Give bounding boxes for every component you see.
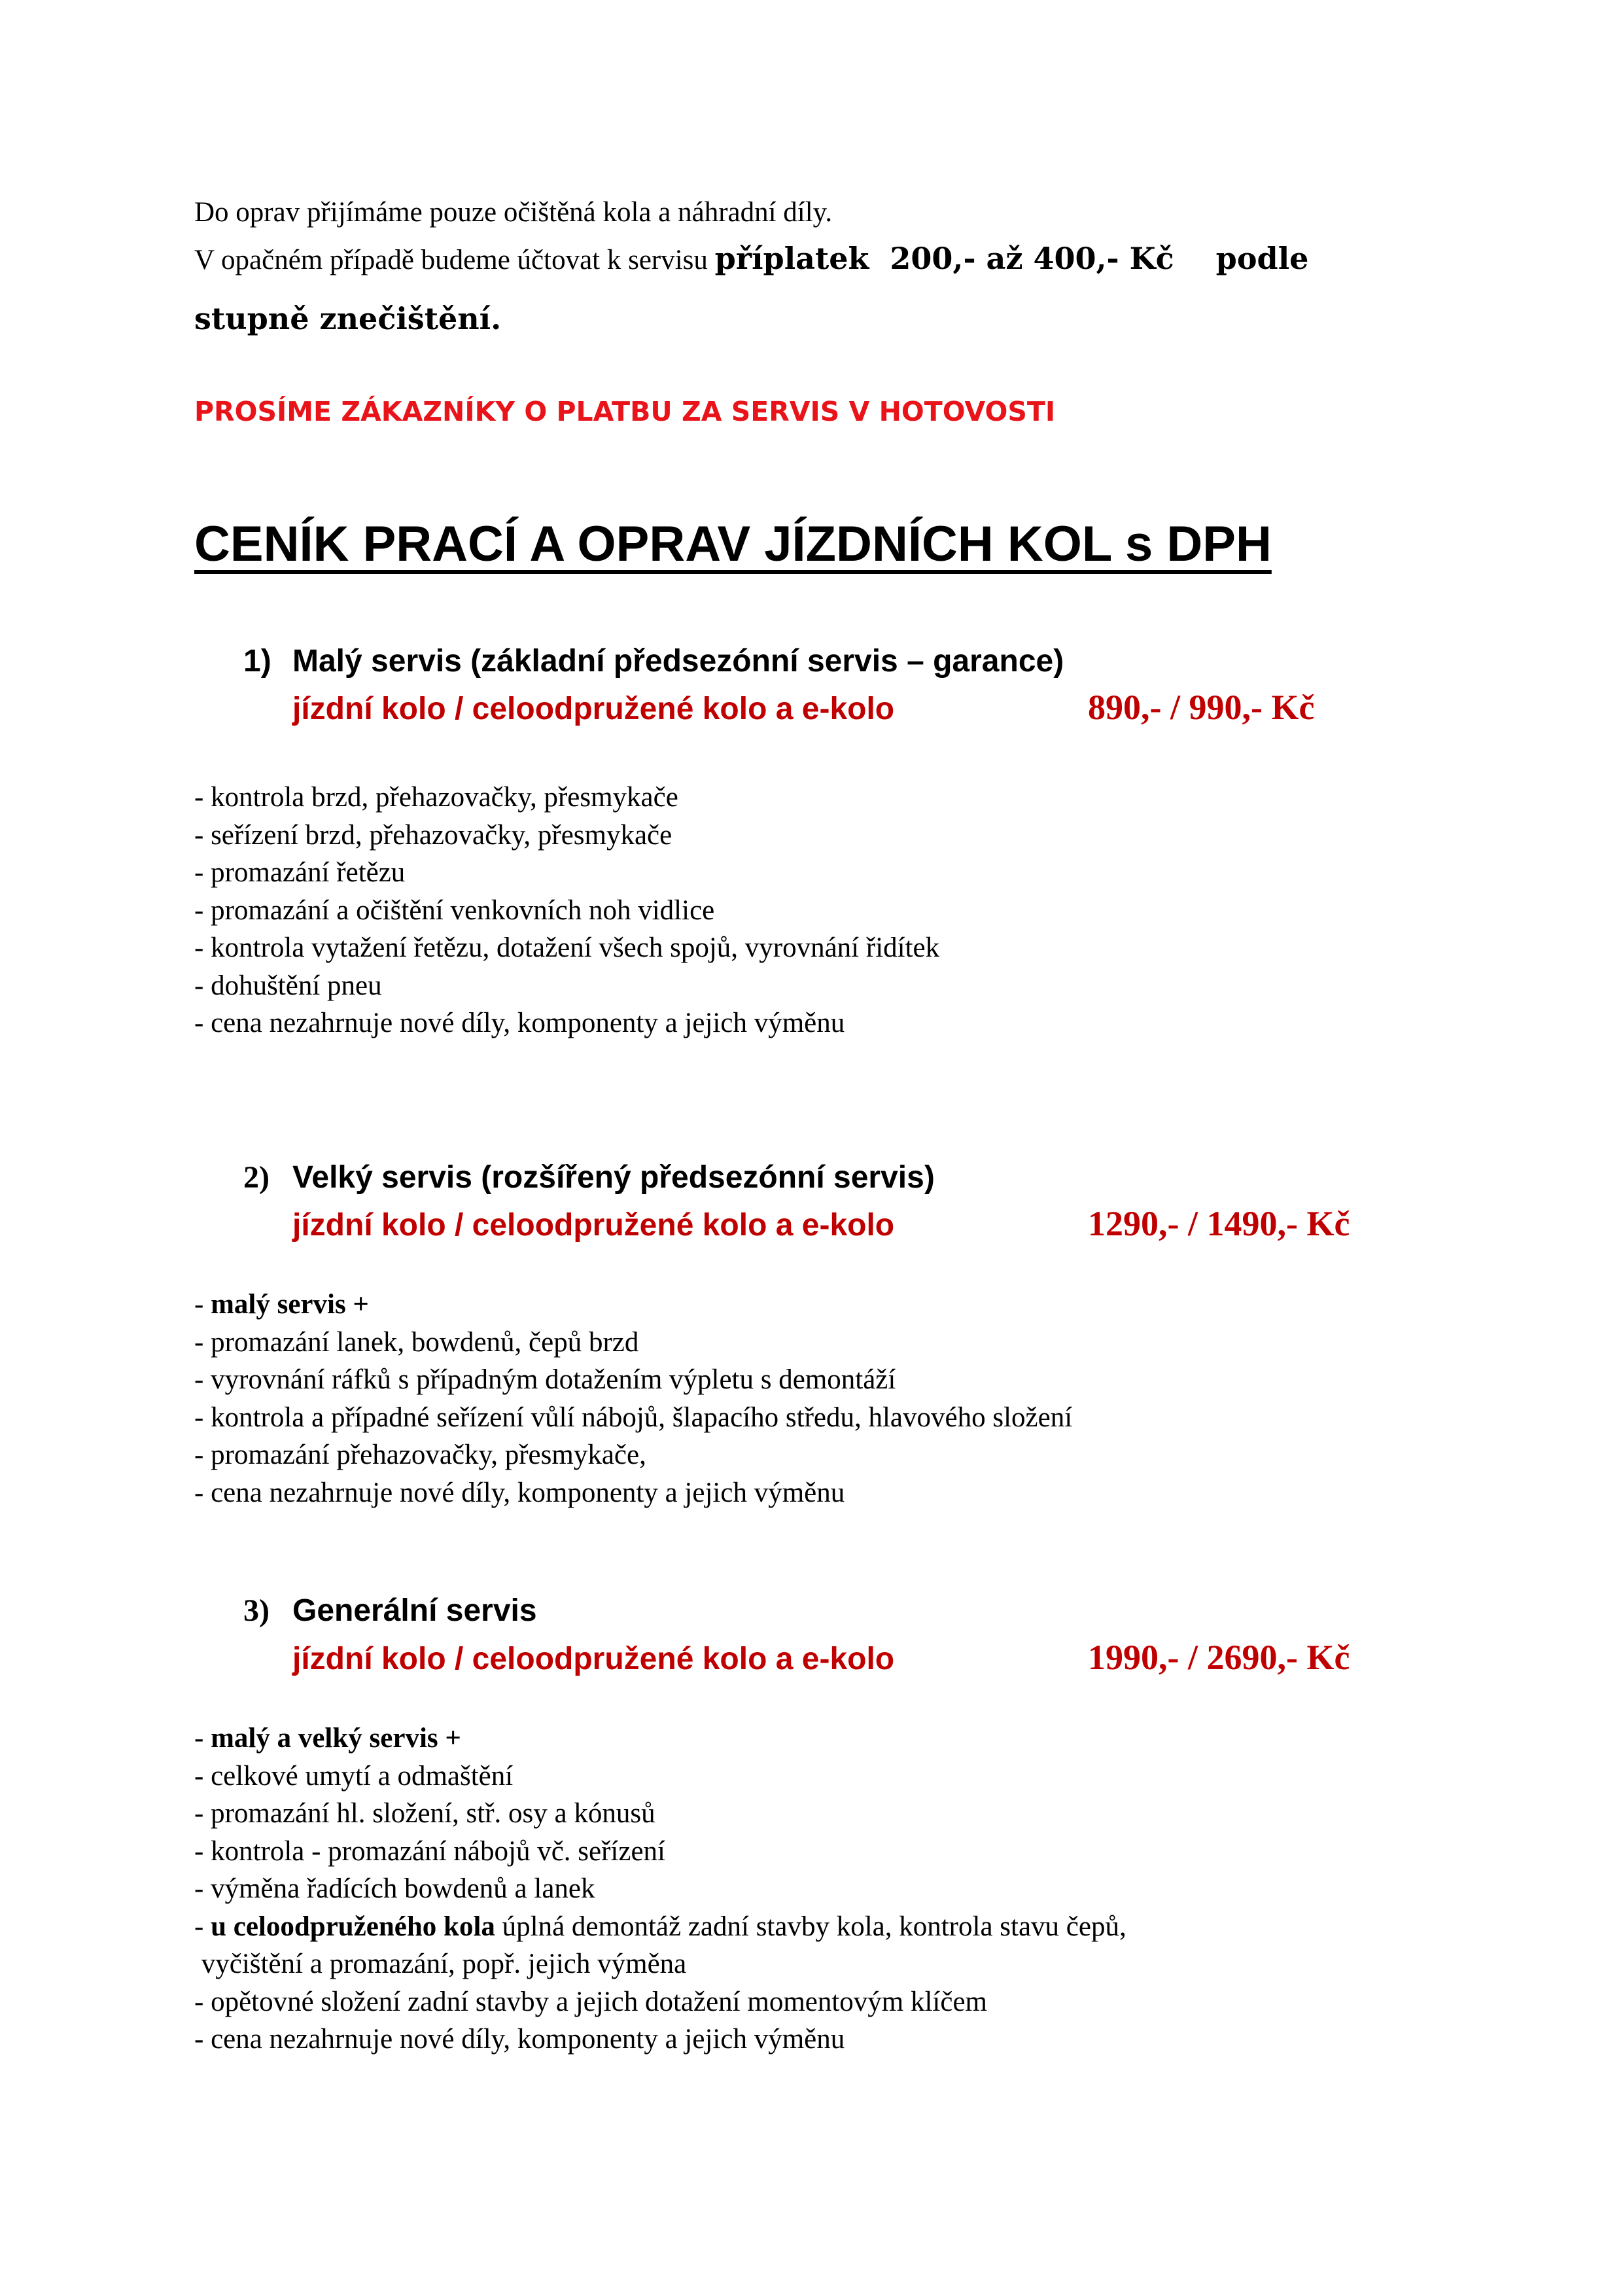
list-item: - cena nezahrnuje nové díly, komponenty a jejich výměnu: [194, 1477, 845, 1508]
list-item: - celkové umytí a odmaštění: [194, 1760, 514, 1792]
list-item: - kontrola a případné seřízení vůlí nábojů, šlapacího středu, hlavového složení: [194, 1402, 1073, 1433]
list-item: - u celoodpruženého kola úplná demontáž zadní stavby kola, kontrola stavu čepů,: [194, 1911, 1126, 1942]
list-item: - malý servis +: [194, 1289, 369, 1320]
list-item: - cena nezahrnuje nové díly, komponenty a jejich výměnu: [194, 2024, 845, 2055]
list-item: - kontrola vytažení řetězu, dotažení všech spojů, vyrovnání řidítek: [194, 932, 940, 963]
cash-payment-note: PROSÍME ZÁKAZNÍKY O PLATBU ZA SERVIS V HOTOVOSTI: [194, 396, 1056, 427]
section-2-price-label: jízdní kolo / celoodpružené kolo a e-kolo: [292, 1208, 895, 1243]
list-item: - promazání přehazovačky, přesmykače,: [194, 1439, 646, 1470]
list-item: - opětovné složení zadní stavby a jejich dotažení momentovým klíčem: [194, 1986, 987, 2017]
list-item: - seřízení brzd, přehazovačky, přesmykače: [194, 819, 672, 851]
list-item: - promazání lanek, bowdenů, čepů brzd: [194, 1326, 639, 1358]
surcharge-amount: příplatek 200,- až 400,- Kč podle: [714, 241, 1309, 276]
list-item: - kontrola - promazání nábojů vč. seřízení: [194, 1835, 665, 1867]
surcharge-prefix: V opačném případě budeme účtovat k servisu: [194, 245, 715, 275]
list-item: - promazání hl. složení, stř. osy a kónusů: [194, 1798, 655, 1829]
soiling-degree: stupně znečištění.: [194, 301, 502, 336]
section-3-items: [194, 1720, 1126, 2058]
list-item: - výměna řadících bowdenů a lanek: [194, 1873, 595, 1904]
section-1-price-label: jízdní kolo / celoodpružené kolo a e-kolo: [292, 692, 895, 726]
section-2-number: 2): [243, 1160, 270, 1195]
section-1-title: Malý servis (základní předsezónní servis – garance): [292, 644, 1064, 679]
section-1-items: [194, 779, 939, 1042]
list-item: - kontrola brzd, přehazovačky, přesmykače: [194, 782, 678, 813]
soiling-degree-line: [194, 301, 501, 336]
list-item-lead-bold: malý servis +: [211, 1289, 369, 1320]
full-suspension-text: úplná demontáž zadní stavby kola, kontrola stavu čepů,: [495, 1911, 1126, 1942]
section-2-items: [194, 1286, 1072, 1511]
section-1-number: 1): [243, 644, 271, 679]
section-3-title: Generální servis: [292, 1593, 537, 1628]
page-title: CENÍK PRACÍ A OPRAV JÍZDNÍCH KOL s DPH: [194, 516, 1272, 572]
full-suspension-bold: u celoodpruženého kola: [211, 1911, 495, 1942]
section-2-price: 1290,- / 1490,- Kč: [1088, 1204, 1350, 1243]
list-item-lead-bold: malý a velký servis +: [211, 1723, 461, 1754]
list-item: - vyrovnání ráfků s případným dotažením výpletu s demontáží: [194, 1364, 896, 1395]
list-item: - cena nezahrnuje nové díly, komponenty a jejich výměnu: [194, 1008, 845, 1038]
section-1-price: 890,- / 990,- Kč: [1088, 688, 1315, 727]
list-item: - dohuštění pneu: [194, 970, 382, 1001]
intro-line-1: Do oprav přijímáme pouze očištěná kola a náhradní díly.: [194, 197, 833, 228]
section-3-price-label: jízdní kolo / celoodpružené kolo a e-kolo: [292, 1642, 895, 1676]
surcharge-line: [194, 241, 1308, 276]
list-item: - malý a velký servis +: [194, 1723, 461, 1754]
list-item: vyčištění a promazání, popř. jejich výměna: [194, 1949, 687, 1979]
section-3-price: 1990,- / 2690,- Kč: [1088, 1638, 1350, 1677]
section-3-number: 3): [243, 1593, 270, 1628]
section-2-title: Velký servis (rozšířený předsezónní servis): [292, 1160, 935, 1195]
list-item: - promazání a očištění venkovních noh vidlice: [194, 894, 715, 926]
list-item: - promazání řetězu: [194, 857, 406, 888]
